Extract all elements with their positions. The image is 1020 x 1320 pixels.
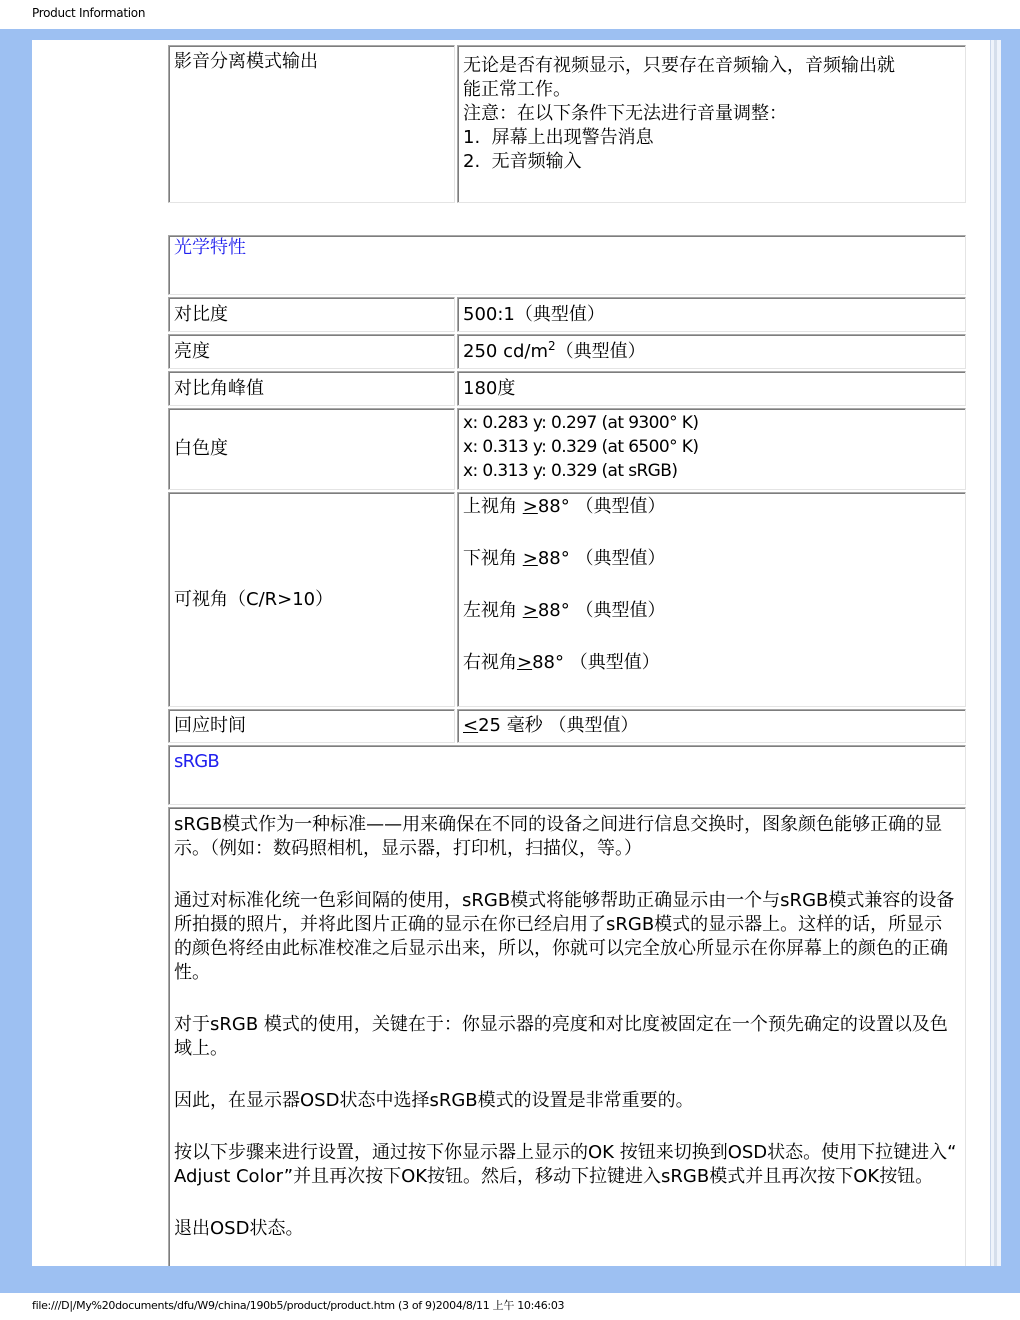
brightness-value-cell (457, 334, 966, 369)
viewing-angle-right-label: 右视角 (463, 652, 517, 673)
scrollbar-rail (994, 40, 997, 1266)
brightness-value (463, 340, 646, 364)
spec-content (162, 40, 990, 1266)
brightness-label: 亮度 (174, 340, 210, 362)
viewing-angle-label: 可视角（C/R>10） (174, 588, 334, 610)
optical-section-title: 光学特性 (174, 237, 246, 258)
srgb-section-title: sRGB (174, 751, 219, 772)
white-value-line-2: x: 0.313 y: 0.329 (at 6500° K) (463, 437, 699, 457)
viewing-angle-lower-symbol: > (522, 548, 538, 569)
brightness-value-superscript: 2 (548, 338, 556, 353)
viewing-angle-right (463, 651, 961, 675)
av-value-item-2: 2. 无音频输入 (463, 151, 582, 172)
srgb-paragraph-4: 因此，在显示器OSD状态中选择sRGB模式的设置是非常重要的。 (174, 1090, 694, 1111)
page-header-title: Product Information (32, 6, 146, 20)
response-time-label-cell (168, 709, 455, 743)
av-value-cell (457, 45, 966, 203)
white-value-line-1: x: 0.283 y: 0.297 (at 9300° K) (463, 413, 699, 433)
viewing-angle-upper (463, 495, 961, 519)
peak-angle-value: 180度 (463, 377, 516, 399)
av-value-line-1: 无论是否有视频显示，只要存在音频输入，音频输出就 (463, 55, 895, 76)
viewing-angle-left (463, 599, 961, 623)
white-label: 白色度 (174, 438, 228, 459)
response-time-label: 回应时间 (174, 715, 246, 736)
viewing-angle-lower-value: 88° （典型值） (537, 548, 666, 569)
av-value-item-1: 1. 屏幕上出现警告消息 (463, 127, 654, 148)
srgb-paragraph-5: 按以下步骤来进行设置，通过按下你显示器上显示的OK 按钮来切换到OSD状态。使用下拉键进入“ Adjust Color”并且再次按下OK按钮。然后，移动下拉键进入sRGB模式并且再次按下OK按钮。 (174, 1142, 957, 1187)
page-footer-path: file:///D|/My%20documents/dfu/W9/china/190b5/product/product.htm (3 of 9)2004/8/11 上午 10:46:03 (32, 1299, 565, 1312)
srgb-paragraph-3: 对于sRGB 模式的使用，关键在于：你显示器的亮度和对比度被固定在一个预先确定的设置以及色域上。 (174, 1014, 948, 1059)
srgb-paragraph-6: 退出OSD状态。 (174, 1218, 304, 1239)
response-time-value (463, 714, 638, 738)
peak-angle-value-cell (457, 371, 966, 406)
response-time-symbol: < (463, 715, 479, 736)
viewing-angle-right-value: 88° （典型值） (532, 652, 660, 673)
av-value-line-3: 注意：在以下条件下无法进行音量调整： (463, 103, 787, 124)
viewing-angle-lower (463, 547, 961, 571)
vertical-scrollbar[interactable] (990, 40, 1001, 1266)
viewing-angle-label-cell (168, 492, 455, 707)
white-label-cell (168, 408, 455, 490)
white-value-line-3: x: 0.313 y: 0.329 (at sRGB) (463, 461, 678, 481)
left-sidebar (32, 40, 162, 1266)
srgb-paragraph-2: 通过对标准化统一色彩间隔的使用，sRGB模式将能够帮助正确显示由一个与sRGB模式兼容的设备所拍摄的照片，并将此图片正确的显示在你已经启用了sRGB模式的显示器上。这样的话，所显示的颜色将经由此标准校准之后显示出来，所以，你就可以完全放心所显示在你屏幕上的颜色的正确性。 (174, 890, 955, 983)
response-time-number: 25 毫秒 （典型值） (478, 715, 639, 736)
peak-angle-label: 对比角峰值 (174, 377, 264, 399)
viewing-angle-value-cell (457, 492, 966, 707)
white-value-cell (457, 408, 966, 490)
response-time-value-cell (457, 709, 966, 743)
brightness-value-typical: （典型值） (555, 340, 646, 362)
srgb-paragraph-1: sRGB模式作为一种标准——用来确保在不同的设备之间进行信息交换时，图象颜色能够正确的显示。（例如：数码照相机，显示器，打印机，扫描仪，等。） (174, 814, 943, 859)
contrast-label-cell (168, 297, 455, 332)
av-label-cell (168, 45, 455, 203)
srgb-section-header (168, 745, 966, 805)
viewing-angle-right-symbol: > (517, 652, 533, 673)
peak-angle-label-cell (168, 371, 455, 406)
viewing-angle-upper-symbol: > (522, 496, 538, 517)
av-value-line-2: 能正常工作。 (463, 79, 571, 100)
optical-section-header (168, 235, 966, 295)
viewing-angle-lower-label: 下视角 (463, 548, 523, 569)
viewing-angle-left-symbol: > (522, 600, 538, 621)
av-label: 影音分离模式输出 (174, 51, 318, 72)
viewing-angle-left-value: 88° （典型值） (537, 600, 666, 621)
brightness-label-cell (168, 334, 455, 369)
viewing-angle-upper-label: 上视角 (463, 496, 523, 517)
srgb-body-cell (168, 807, 966, 1266)
viewing-angle-left-label: 左视角 (463, 600, 523, 621)
contrast-value: 500:1（典型值） (463, 303, 605, 325)
contrast-label: 对比度 (174, 303, 228, 325)
brightness-value-number: 250 cd/m (463, 340, 548, 362)
viewing-angle-upper-value: 88° （典型值） (537, 496, 666, 517)
contrast-value-cell (457, 297, 966, 332)
